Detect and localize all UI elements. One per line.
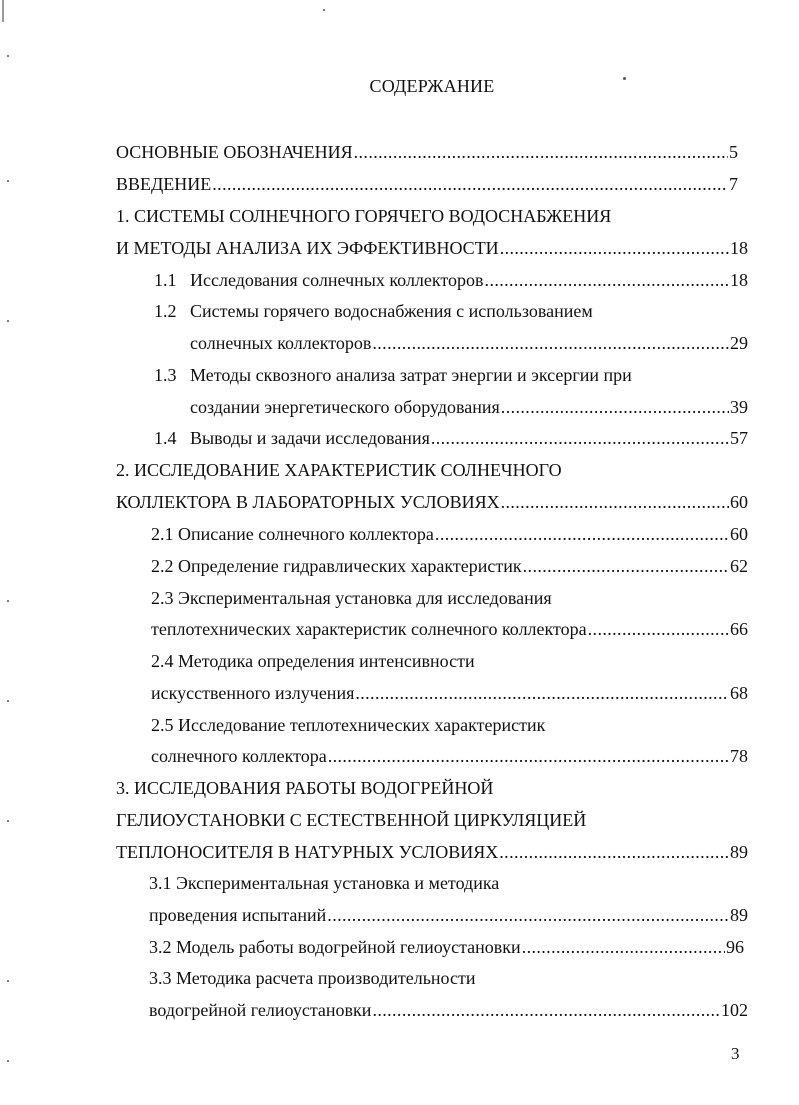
dot-leader [523,554,729,578]
toc-page-number: 57 [730,428,748,448]
toc-page-number: 60 [730,492,748,512]
dot-leader [354,140,728,164]
toc-page-number: 78 [730,746,748,766]
toc-page-number: 39 [730,397,748,417]
toc-page-number: 18 [730,238,748,258]
dot-leader [485,268,729,292]
toc-entry-1-4 [154,426,748,450]
toc-section-number: 1.4 [154,428,177,448]
scan-speck [7,820,9,822]
toc-3-3-line1: 3.3 Методика расчета производительности [149,968,476,988]
toc-page-number: 18 [730,270,748,290]
toc-chapter-2-line1: 2. ИССЛЕДОВАНИЕ ХАРАКТЕРИСТИК СОЛНЕЧНОГО [116,460,562,480]
toc-page-number: 68 [730,683,748,703]
toc-entry-1-2 [190,331,748,355]
toc-page-number: 5 [729,142,738,162]
toc-label: 2.1 Описание солнечного коллектора [151,524,434,544]
toc-label: Исследования солнечных коллекторов [190,270,484,290]
toc-label: ВВЕДЕНИЕ [116,174,212,194]
toc-entry-chapter-2 [116,490,748,514]
toc-label: Методы сквозного анализа затрат энергии и эксергии при [190,365,632,385]
toc-label: солнечного коллектора [151,746,327,766]
dot-leader [355,681,729,705]
scan-speck [7,600,9,602]
toc-page-number: 29 [730,333,748,353]
toc-label: 3.2 Модель работы водогрейной гелиоустановки [149,937,521,957]
toc-page-number: 60 [730,524,748,544]
toc-label: создании энергетического оборудования [190,397,500,417]
toc-label: проведения испытаний [149,905,327,925]
toc-page-number: 89 [730,842,748,862]
dot-leader [588,617,729,641]
scan-speck [7,320,9,322]
scan-speck [323,9,325,11]
toc-entry-notation [116,140,738,164]
dot-leader [328,744,729,768]
toc-entry-2-2 [151,554,748,578]
toc-entry-2-4 [151,681,748,705]
toc-label: теплотехнических характеристик солнечного коллектора [151,619,587,639]
toc-label: водогрейной гелиоустановки [149,1000,372,1020]
page-title: СОДЕРЖАНИЕ [369,76,495,96]
toc-label: Системы горячего водоснабжения с использованием [190,301,593,321]
toc-2-5-line1: 2.5 Исследование теплотехнических характеристик [151,715,546,735]
toc-label: ТЕПЛОНОСИТЕЛЯ В НАТУРНЫХ УСЛОВИЯХ [116,842,499,862]
dot-leader [522,935,725,959]
toc-3-1-line1: 3.1 Экспериментальная установка и методика [149,873,500,893]
toc-section-number: 1.1 [154,270,177,290]
dot-leader [501,395,729,419]
dot-leader [501,490,729,514]
scan-speck [7,55,9,57]
dot-leader [327,903,729,927]
toc-label: 2.2 Определение гидравлических характеристик [151,556,522,576]
dot-leader [212,172,728,196]
toc-chapter-3-line2: ГЕЛИОУСТАНОВКИ С ЕСТЕСТВЕННОЙ ЦИРКУЛЯЦИЕЙ [116,810,587,830]
toc-entry-2-3 [151,617,748,641]
scan-edge-mark [2,0,4,22]
toc-label: КОЛЛЕКТОРА В ЛАБОРАТОРНЫХ УСЛОВИЯХ [116,492,500,512]
toc-label: солнечных коллекторов [190,333,372,353]
toc-entry-2-1 [151,522,748,546]
dot-leader [372,331,729,355]
toc-chapter-3-line1: 3. ИССЛЕДОВАНИЯ РАБОТЫ ВОДОГРЕЙНОЙ [116,778,494,798]
toc-entry-introduction [116,172,738,196]
toc-page-number: 89 [730,905,748,925]
dot-leader [435,522,729,546]
toc-1-2-line1 [154,299,593,323]
toc-entry-2-5 [151,744,748,768]
toc-1-3-line1 [154,363,632,387]
toc-page-number: 7 [729,174,738,194]
toc-page-number: 62 [730,556,748,576]
dot-leader [500,236,729,260]
toc-entry-chapter-3 [116,840,748,864]
toc-label: ОСНОВНЫЕ ОБОЗНАЧЕНИЯ [116,142,353,162]
toc-label: И МЕТОДЫ АНАЛИЗА ИХ ЭФФЕКТИВНОСТИ [116,238,499,258]
toc-page-number: 96 [726,937,744,957]
toc-label: искусственного излучения [151,683,355,703]
scan-speck [7,1060,9,1062]
toc-entry-3-2 [149,935,744,959]
toc-entry-chapter-1 [116,236,748,260]
toc-page-number: 102 [721,1000,748,1020]
dot-leader [499,840,729,864]
toc-entry-3-1 [149,903,748,927]
toc-page-number: 66 [730,619,748,639]
toc-entry-1-1 [154,268,748,292]
toc-entry-3-3 [149,998,748,1022]
scan-speck [7,980,9,982]
scan-speck [623,77,626,80]
toc-2-3-line1: 2.3 Экспериментальная установка для исследования [151,588,552,608]
dot-leader [431,426,729,450]
dot-leader [372,998,720,1022]
toc-chapter-1-line1: 1. СИСТЕМЫ СОЛНЕЧНОГО ГОРЯЧЕГО ВОДОСНАБЖЕНИЯ [116,206,612,226]
page-number: 3 [731,1044,740,1063]
scan-speck [7,700,9,702]
toc-section-number: 1.3 [154,365,177,385]
toc-2-4-line1: 2.4 Методика определения интенсивности [151,651,475,671]
toc-label: Выводы и задачи исследования [190,428,430,448]
toc-section-number: 1.2 [154,301,177,321]
scan-speck [7,180,9,182]
toc-entry-1-3 [190,395,748,419]
